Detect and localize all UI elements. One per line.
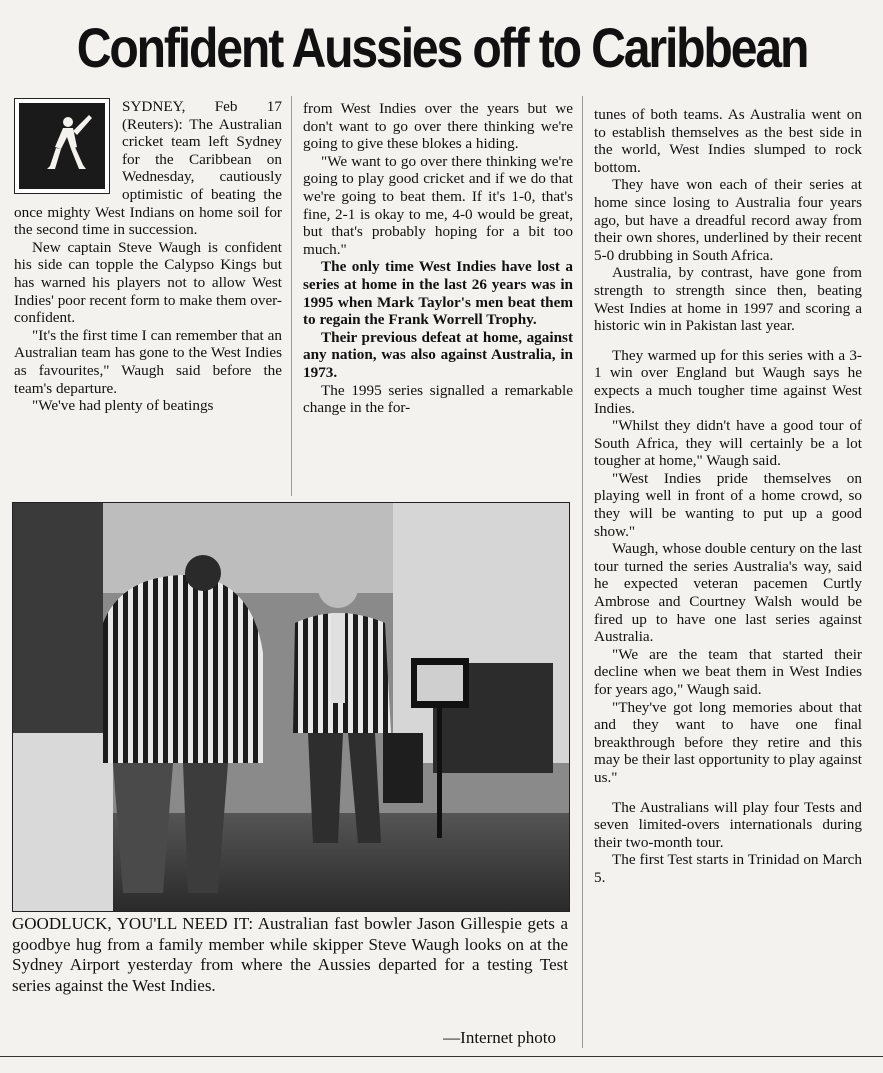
bottom-rule <box>0 1056 883 1057</box>
paragraph: They warmed up for this series with a 3-1 win over England but Waugh says he expects a much tougher time against West Indies. <box>594 346 862 417</box>
batsman-icon <box>19 103 105 189</box>
photo-credit: —Internet photo <box>443 1028 556 1047</box>
paragraph: Waugh, whose double century on the last tour turned the series Australia's way, said he expected veteran pacemen Curtly Ambrose and Courtney Walsh would be fired up to have one last series against Australia. <box>594 540 862 646</box>
airport-photo-illustration <box>13 503 569 911</box>
column-divider <box>582 96 583 1048</box>
paragraph: The first Test starts in Trinidad on March 5. <box>594 851 862 886</box>
news-photo <box>12 502 570 912</box>
caption-text: GOODLUCK, YOU'LL NEED IT: Australian fast bowler Jason Gillespie gets a goodbye hug from a family member while skipper Steve Waugh looks on at the Sydney Airport yesterday from where the Aussies departed for a testing Test series against the West Indies. <box>12 914 568 995</box>
column-divider <box>291 96 292 496</box>
paragraph: SYDNEY, Feb 17 (Reuters): The Australian cricket team left Sydney for the Caribbean on Wednesday, cautiously optimistic of beating the once mighty West Indians on home soil for the second time in succession. <box>14 98 282 239</box>
paragraph: The Australians will play four Tests and seven limited-overs internationals during their two-month tour. <box>594 798 862 851</box>
headline: Confident Aussies off to Caribbean <box>76 16 808 79</box>
paragraph: "They've got long memories about that and they want to have one final breakthrough before they retire and this may be their last opportunity to play against us." <box>594 698 862 786</box>
paragraph: tunes of both teams. As Australia went on to establish themselves as the best side in the world, West Indies slumped to rock bottom. <box>594 106 862 176</box>
article-column-2 <box>303 100 573 417</box>
article-column-3 <box>594 106 862 887</box>
paragraph: Australia, by contrast, have gone from strength to strength since then, beating West Indies at home in 1997 and scoring a historic win in Pakistan last year. <box>594 264 862 335</box>
photo-caption <box>12 914 568 996</box>
paragraph: They have won each of their series at home since losing to Australia four years ago, but have a dreadful record away from their own shores, underlined by their recent 5-0 drubbing in South Africa. <box>594 176 862 264</box>
paragraph: "We are the team that started their decline when we beat them in West Indies for years ago," Waugh said. <box>594 645 862 698</box>
cricket-logo <box>14 98 110 194</box>
paragraph: "We want to go over there thinking we're going to play good cricket and if we do that we're going to beat them. If it's 1-0, that's fine, 2-1 is okay to me, 4-0 would be great, but that's probably hoping for a bit too much." <box>303 152 573 258</box>
paragraph: "It's the first time I can remember that an Australian team has gone to the West Indies as favourites," Waugh said before the team's departure. <box>14 326 282 397</box>
paragraph: The 1995 series signalled a remarkable change in the for- <box>303 381 573 417</box>
bold-paragraph: The only time West Indies have lost a series at home in the last 26 years was in 1995 when Mark Taylor's men beat them to regain the Frank Worrell Trophy. <box>303 258 573 329</box>
paragraph: "Whilst they didn't have a good tour of South Africa, they will certainly be a lot tougher at home," Waugh said. <box>594 417 862 470</box>
article-column-1 <box>14 98 282 415</box>
paragraph: "West Indies pride themselves on playing well in front of a home crowd, so they will be wanting to put up a good show." <box>594 469 862 540</box>
paragraph: from West Indies over the years but we don't want to go over there thinking we're going to give these blokes a hiding. <box>303 100 573 153</box>
paragraph: New captain Steve Waugh is confident his side can topple the Calypso Kings but has warned his players not to allow West Indies' poor recent form to make them over-confident. <box>14 238 282 327</box>
bold-paragraph: Their previous defeat at home, against any nation, was also against Australia, in 1973. <box>303 328 573 381</box>
paragraph: "We've had plenty of beatings <box>32 397 214 415</box>
